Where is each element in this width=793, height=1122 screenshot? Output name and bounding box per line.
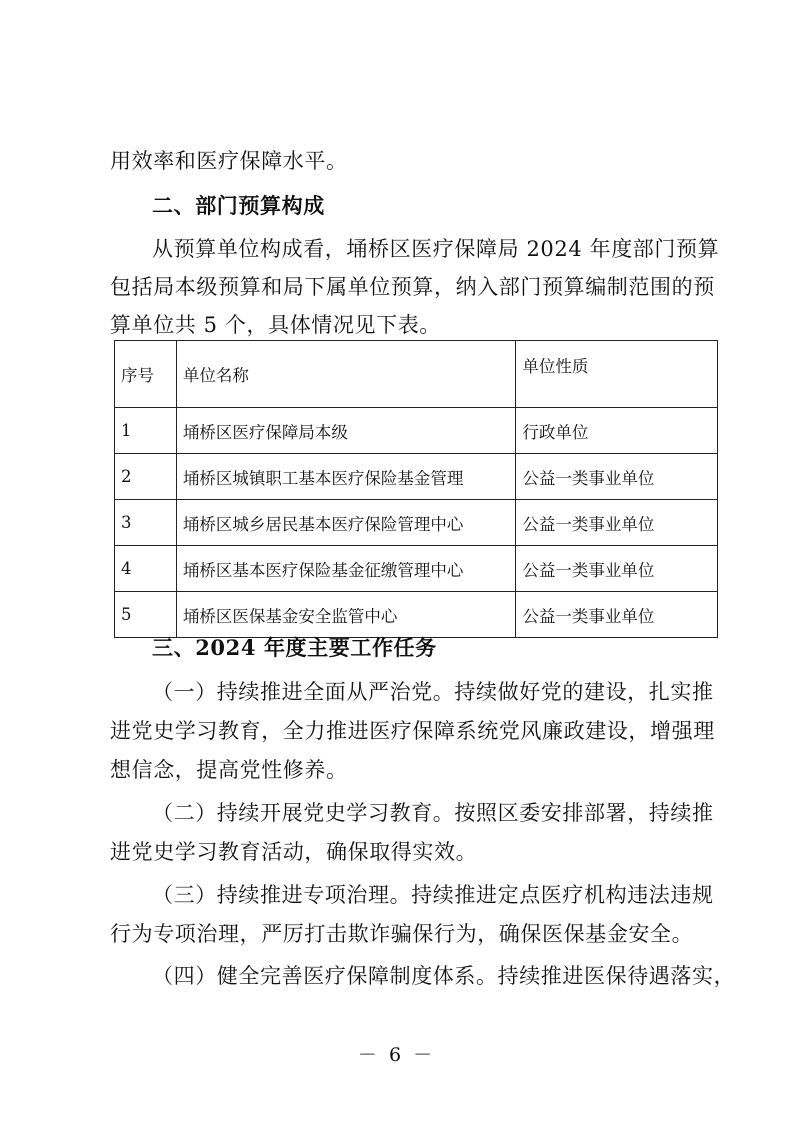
table-header-cell: 序号 xyxy=(115,341,177,408)
table-cell: 公益一类事业单位 xyxy=(516,500,718,546)
paragraph-line: 进党史学习教育，全力推进医疗保障系统党风廉政建设，增强理 xyxy=(110,719,715,743)
table-cell: 5 xyxy=(115,592,177,638)
table-cell: 公益一类事业单位 xyxy=(516,592,718,638)
table-cell: 3 xyxy=(115,500,177,546)
page-number: － 6 － xyxy=(357,1044,436,1066)
table-row xyxy=(115,546,718,592)
table-header-row xyxy=(115,341,718,408)
table-cell: 公益一类事业单位 xyxy=(516,546,718,592)
table-cell: 埇桥区基本医疗保险基金征缴管理中心 xyxy=(176,546,516,592)
table-cell: 4 xyxy=(115,546,177,592)
section-heading: 三、2024 年度主要工作任务 xyxy=(152,635,437,660)
paragraph-line: 算单位共 5 个，具体情况见下表。 xyxy=(110,313,441,337)
paragraph-line: （四）健全完善医疗保障制度体系。持续推进医保待遇落实， xyxy=(152,964,736,988)
table-row xyxy=(115,454,718,500)
table-row xyxy=(115,408,718,454)
table-row xyxy=(115,500,718,546)
paragraph-line: 行为专项治理，严厉打击欺诈骗保行为，确保医保基金安全。 xyxy=(110,922,694,946)
paragraph-line: （二）持续开展党史学习教育。按照区委安排部署，持续推 xyxy=(152,801,714,825)
paragraph-line: （三）持续推进专项治理。持续推进定点医疗机构违法违规 xyxy=(152,883,714,907)
table-cell: 2 xyxy=(115,454,177,500)
table-cell: 埇桥区城乡居民基本医疗保险管理中心 xyxy=(176,500,516,546)
table-cell: 1 xyxy=(115,408,177,454)
table-cell: 公益一类事业单位 xyxy=(516,454,718,500)
paragraph-line: （一）持续推进全面从严治党。持续做好党的建设，扎实推 xyxy=(152,680,714,704)
paragraph-line: 进党史学习教育活动，确保取得实效。 xyxy=(110,840,478,864)
table-row xyxy=(115,592,718,638)
paragraph-line: 用效率和医疗保障水平。 xyxy=(110,149,348,173)
table-cell: 埇桥区医疗保障局本级 xyxy=(176,408,516,454)
paragraph-line: 从预算单位构成看，埇桥区医疗保障局 2024 年度部门预算 xyxy=(152,237,720,261)
paragraph-line: 想信念，提高党性修养。 xyxy=(110,758,348,782)
section-heading: 二、部门预算构成 xyxy=(152,193,325,218)
budget-units-table xyxy=(114,340,718,638)
table-cell: 埇桥区城镇职工基本医疗保险基金管理 xyxy=(176,454,516,500)
table-header-cell: 单位性质 xyxy=(516,341,718,408)
table-cell: 埇桥区医保基金安全监管中心 xyxy=(176,592,516,638)
table-cell: 行政单位 xyxy=(516,408,718,454)
paragraph-line: 包括局本级预算和局下属单位预算，纳入部门预算编制范围的预 xyxy=(110,275,715,299)
table-header-cell: 单位名称 xyxy=(176,341,516,408)
